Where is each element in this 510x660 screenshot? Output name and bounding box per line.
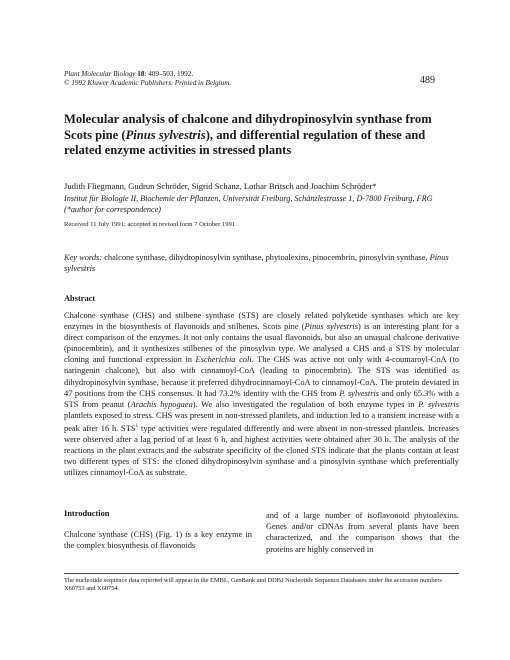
abstract-seg: ) is an interesting plant for a direct comparison of the enzymes. It not only contains the usual flavonoids, but also an unusual chalcone derivative (pinocembrin), and it synthesizes stilbenes of the pinosylvin type. We analysed a CHS and a STS by molecular cloning and functional expression in — [64, 322, 459, 365]
copyright-line: © 1992 Kluwer Academic Publishers. Printed in Belgium. — [64, 79, 232, 87]
keywords-text: chalcone synthase, dihydropinosylvin synthase, phytoalexins, pinocembrin, pinosylvin synthase, — [102, 253, 430, 262]
introduction-column-left: Chalcone synthase (CHS) (Fig. 1) is a key enzyme in the complex biosynthesis of flavonoids — [64, 530, 252, 551]
footnote-rule — [64, 573, 459, 574]
title-part-1: Molecular analysis of chalcone and dihydropinosylvin synthase from Scots pine ( — [64, 112, 432, 142]
abstract-seg: ). We also investigated the regulation of both enzyme types in — [192, 399, 419, 409]
running-header — [64, 70, 444, 88]
abstract-species: P. sylvestris — [339, 388, 380, 398]
introduction-column-right: and of a large number of isoflavonoid phytoalexins. Genes and/or cDNAs from several plants have been characterized, and the comparison shows that the proteins are highly conserved in — [266, 511, 459, 554]
abstract-seg: and only 65.3% with a STS from peanut ( — [64, 388, 459, 409]
abstract-heading: Abstract — [64, 294, 96, 303]
journal-name: Plant Molecular Biology — [64, 70, 136, 78]
abstract-species: P. sylvestris — [418, 399, 459, 409]
abstract-seg: Chalcone synthase (CHS) and stilbene synthase (STS) are closely related polyketide synthases which are key enzymes in the biosynthesis of flavonoids and stilbenes. Scots pine ( — [64, 311, 459, 332]
abstract-seg: . The CHS was active not only with 4-coumaroyl-CoA (to naringenin chalcone), but also with cinnamoyl-CoA (leading to pinocembrin). The STS was identified as dihydropinosylvin synthase, because it preferred dihydrocinnamoyl-CoA to cinnamoyl-CoA. The protein deviated in 47 positions from the CHS consensus. It had 73.2% identity with the CHS from — [64, 355, 459, 398]
title-species: Pinus sylvestris — [125, 127, 206, 142]
affiliation: Institut für Biologie II, Biochemie der Pflanzen, Universität Freiburg, Schänzlestrasse 1, D-7800 Freiburg, FRG (*author for correspondence) — [64, 194, 433, 214]
abstract-footnote-marker: 1 — [135, 422, 139, 429]
keywords-species: Pinus sylvestris — [64, 253, 449, 273]
abstract-species: Arachis hypogaea — [130, 399, 193, 409]
abstract-species: Escherichia coli — [195, 355, 252, 365]
introduction-heading: Introduction — [64, 509, 110, 518]
keywords-label: Key words: — [64, 253, 103, 262]
abstract-text — [64, 310, 459, 478]
keywords — [64, 252, 459, 274]
footnote: The nucleotide sequence data reported will appear in the EMBL, GenBank and DDBJ Nucleotide Sequence Databases under the accession numbers X60753 and X60754. — [64, 577, 442, 593]
abstract-seg: type activities were regulated differently and were absent in non-stressed plantlets. Increases were observed after a lag period of at least 6 h, and highest activities were obtained after 30 h. The analysis of the reactions in the plant extracts and the substrate specificity of the cloned STS indicate that the plants contain at least two different types of STS: the cloned dihydropinosylvin synthase and a pinosylvin synthase which preferentially utilizes cinnamoyl-CoA as substrate. — [64, 423, 459, 478]
abstract-seg: plantlets exposed to stress. CHS was present in non-stressed plantlets, and induction led to a transient increase with a peak after 16 h. STS — [64, 410, 459, 433]
page-number: 489 — [420, 75, 435, 86]
abstract-species: Pinus sylvestris — [304, 322, 358, 332]
title-part-2: ), and differential regulation of these and related enzyme activities in stressed plants — [64, 127, 426, 157]
received-dates: Received 11 July 1991; accepted in revised form 7 October 1991 — [64, 221, 236, 228]
page-range: : 489–503, 1992. — [144, 70, 194, 78]
article-title — [64, 112, 459, 159]
author-list: Judith Fliegmann, Gudrun Schröder, Sigrid Schanz, Lothar Britsch and Joachim Schröder* — [64, 181, 377, 191]
volume-number: 18 — [137, 70, 145, 78]
citation-line — [64, 70, 444, 79]
